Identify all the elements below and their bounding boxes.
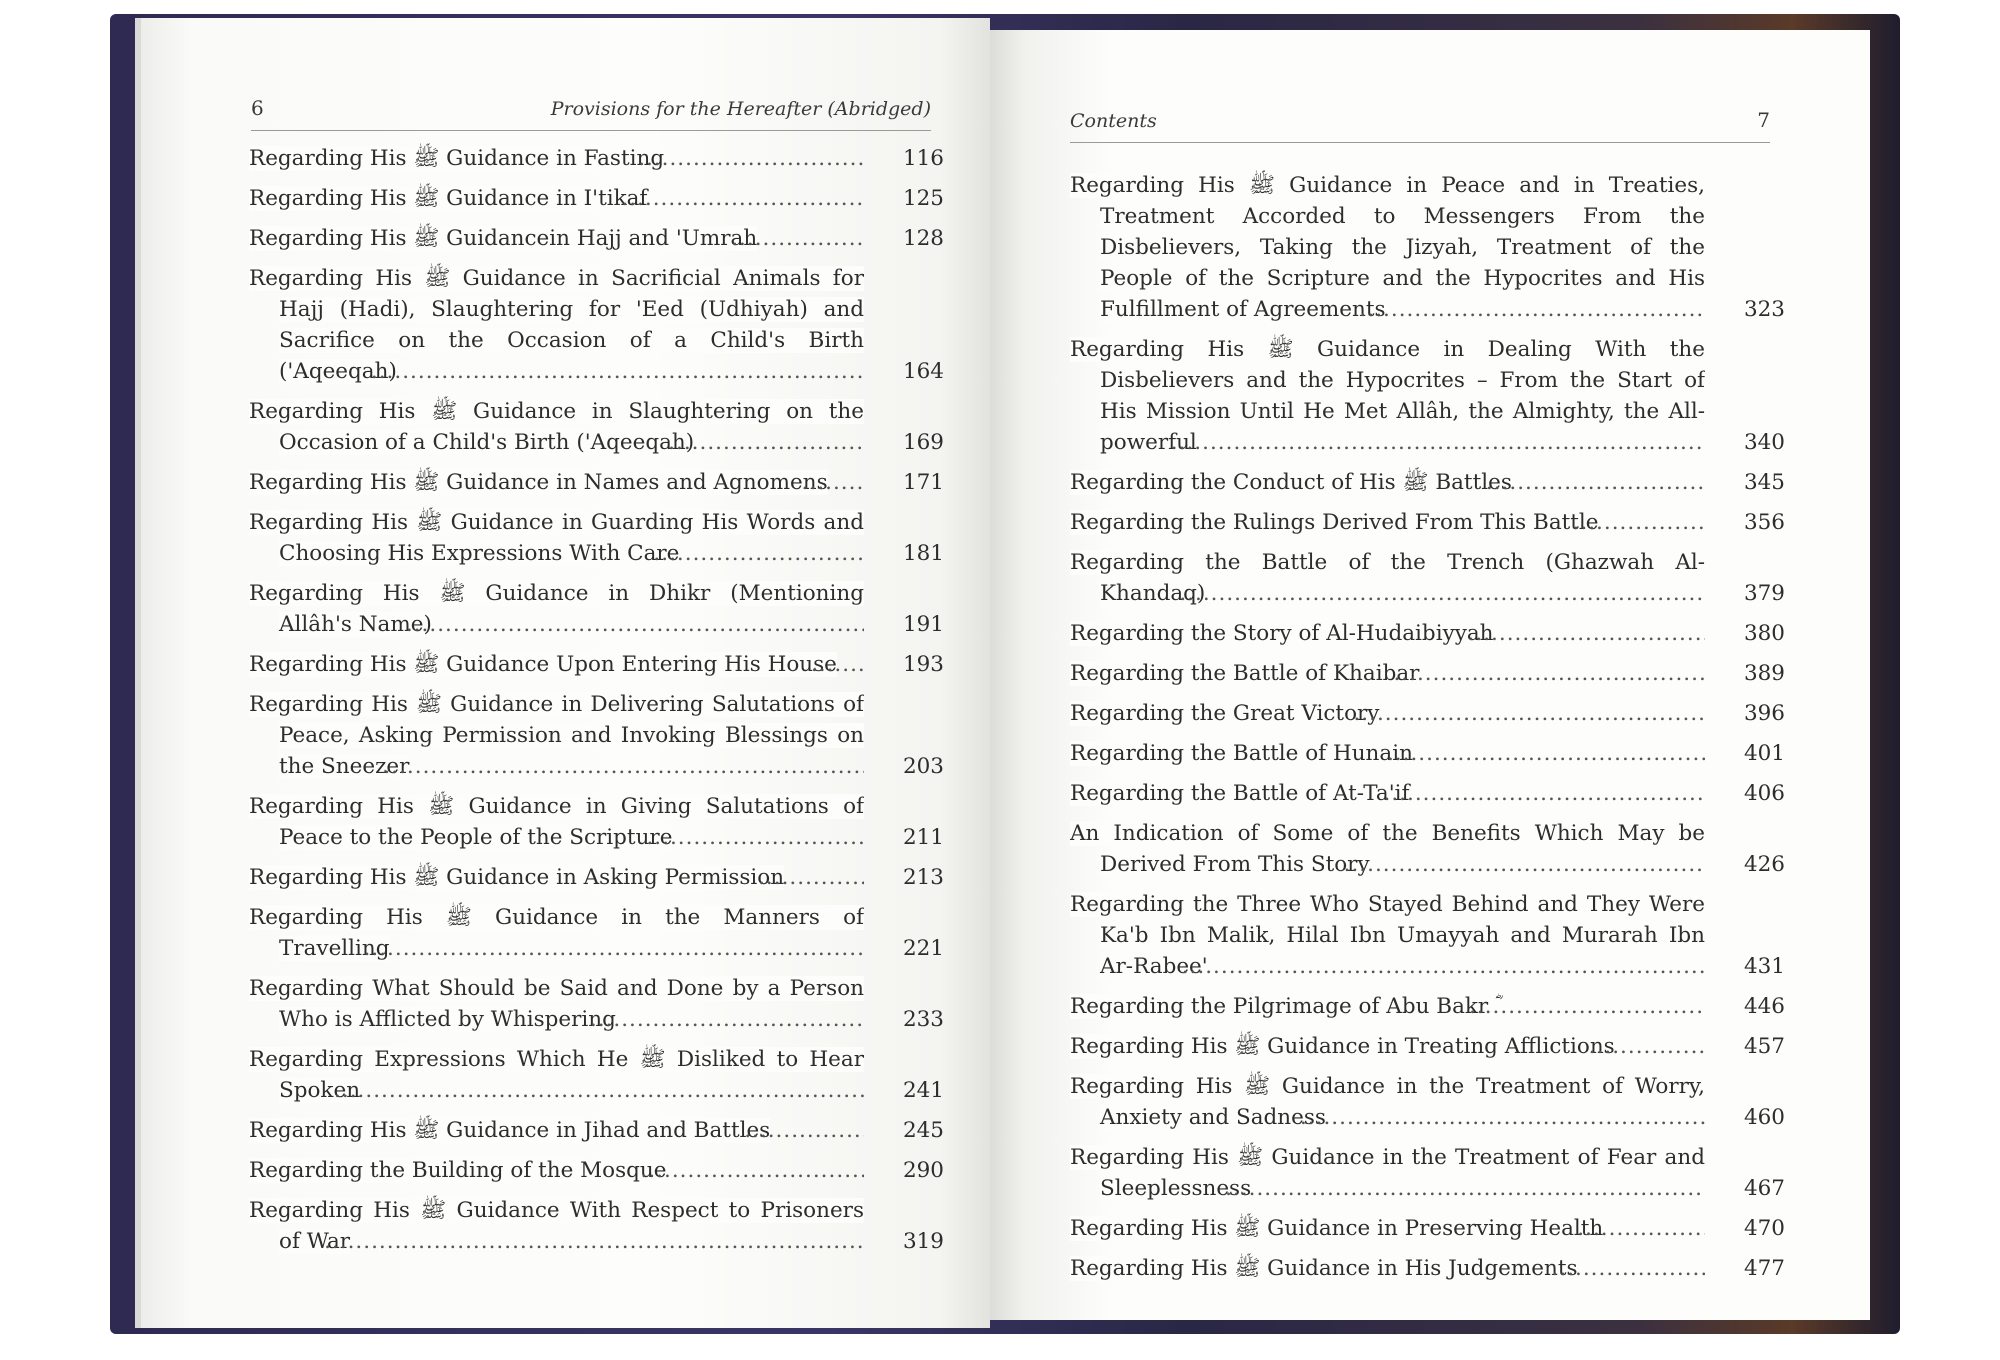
toc-entry-page: 345 [1743, 470, 1785, 495]
toc-entry [249, 578, 944, 640]
toc-entry [1070, 818, 1785, 880]
toc-entry-title [1070, 1213, 1705, 1244]
toc-entry-page: 213 [902, 865, 944, 890]
toc-entry-page: 340 [1743, 430, 1785, 455]
toc-entry-label: Regarding His ﷺ Guidance in the Treatment of Fear and Sleeplessness [1070, 1145, 1705, 1201]
toc-entry-page: 203 [902, 754, 944, 779]
toc-entry-label: Regarding His ﷺ Guidance Upon Entering His House [249, 652, 837, 677]
toc-entry-title [1070, 507, 1705, 538]
toc-entry [1070, 658, 1785, 689]
toc-entry [249, 791, 944, 853]
right-page-number: 7 [1757, 108, 1770, 132]
toc-entry-page: 426 [1743, 852, 1785, 877]
toc-entry-title [1070, 618, 1705, 649]
toc-entry [1070, 738, 1785, 769]
toc-entry [249, 1155, 944, 1186]
toc-entry-title [1070, 778, 1705, 809]
toc-entry [1070, 547, 1785, 609]
toc-entry-label: Regarding the Story of Al-Hudaibiyyah [1070, 621, 1494, 646]
toc-entry-label: Regarding the Great Victory [1070, 701, 1380, 726]
toc-entry-label: Regarding the Building of the Mosque [249, 1158, 667, 1183]
toc-entry-label: Regarding His ﷺ Guidance With Respect to Prisoners of War [249, 1198, 864, 1254]
toc-entry [249, 689, 944, 782]
toc-entry-page: 221 [902, 936, 944, 961]
toc-entry [1070, 618, 1785, 649]
toc-entry-label: Regarding the Conduct of His ﷺ Battles [1070, 470, 1512, 495]
toc-entry-label: Regarding the Battle of Khaibar [1070, 661, 1420, 686]
toc-entry-title [249, 396, 864, 458]
toc-entry-label: Regarding His ﷺ Guidance in I'tikaf [249, 186, 648, 211]
toc-entry-title [1070, 889, 1705, 982]
toc-entry-title [1070, 547, 1705, 609]
toc-entry-label: Regarding His ﷺ Guidance in Jihad and Battles [249, 1118, 771, 1143]
toc-entry-title [249, 862, 864, 893]
toc-entry-label: Regarding His ﷺ Guidance in Slaughtering on the Occasion of a Child's Birth ('Aqeeqah) [249, 399, 864, 455]
toc-entry-label: Regarding What Should be Said and Done by a Person Who is Afflicted by Whispering [249, 976, 864, 1032]
toc-entry-label: Regarding His ﷺ Guidance in His Judgements [1070, 1256, 1578, 1281]
toc-entry-title [1070, 698, 1705, 729]
toc-entry-title [249, 1115, 864, 1146]
toc-entry-title [1070, 467, 1705, 498]
toc-entry [249, 183, 944, 214]
toc-entry-label: Regarding His ﷺ Guidance in Delivering Salutations of Peace, Asking Permission and Invoking Blessings on the Sneezer [249, 692, 864, 779]
toc-entry-label: Regarding the Three Who Stayed Behind and They Were Ka'b Ibn Malik, Hilal Ibn Umayyah and Murarah Ibn Ar-Rabee' [1070, 892, 1705, 979]
toc-entry [1070, 889, 1785, 982]
toc-entry-title [249, 1155, 864, 1186]
toc-entry-page: 245 [902, 1118, 944, 1143]
toc-entry-title [1070, 1071, 1705, 1133]
toc-entry-page: 191 [902, 612, 944, 637]
toc-entry-label: Regarding the Pilgrimage of Abu Bakr ؓ [1070, 994, 1496, 1019]
toc-entry-page: 396 [1743, 701, 1785, 726]
toc-entry-label: Regarding His ﷺ Guidance in Names and Agnomens [249, 470, 828, 495]
toc-entry-page: 389 [1743, 661, 1785, 686]
toc-entry-page: 457 [1743, 1034, 1785, 1059]
toc-entry-title [1070, 738, 1705, 769]
toc-entry-page: 164 [902, 359, 944, 384]
toc-entry-page: 406 [1743, 781, 1785, 806]
toc-entry [1070, 1071, 1785, 1133]
toc-entry-page: 319 [902, 1229, 944, 1254]
toc-entry-page: 290 [902, 1158, 944, 1183]
toc-entry-label: Regarding Expressions Which He ﷺ Disliked to Hear Spoken [249, 1047, 864, 1103]
toc-entry-label: Regarding His ﷺ Guidance in Treating Afflictions [1070, 1034, 1615, 1059]
toc-entry-title [1070, 818, 1705, 880]
toc-entry-title [1070, 1031, 1705, 1062]
toc-entry [1070, 1213, 1785, 1244]
toc-entry-title [249, 649, 864, 680]
toc-entry [1070, 334, 1785, 458]
toc-entry [249, 467, 944, 498]
toc-entry-title [1070, 1253, 1705, 1284]
toc-entry [1070, 778, 1785, 809]
toc-entry-title [249, 507, 864, 569]
toc-entry [249, 649, 944, 680]
toc-entry-title [249, 578, 864, 640]
right-page [990, 30, 1870, 1320]
toc-entry-label: Regarding His ﷺ Guidance in Dhikr (Mentioning Allâh's Name) [249, 581, 864, 637]
toc-entry [1070, 1253, 1785, 1284]
toc-entry [249, 223, 944, 254]
toc-entry-title [249, 183, 864, 214]
toc-entry-title [249, 1044, 864, 1106]
toc-entry-label: An Indication of Some of the Benefits Which May be Derived From This Story [1070, 821, 1705, 877]
toc-entry [249, 862, 944, 893]
toc-entry [249, 1115, 944, 1146]
toc-entry-title [249, 263, 864, 387]
toc-entry-page: 181 [902, 541, 944, 566]
toc-entry-page: 446 [1743, 994, 1785, 1019]
toc-entry-label: Regarding His ﷺ Guidancein Hajj and 'Umrah [249, 226, 758, 251]
toc-entry-label: Regarding His ﷺ Guidance in Giving Salutations of Peace to the People of the Scripture [249, 794, 864, 850]
toc-entry-title [1070, 170, 1705, 325]
toc-entry-title [249, 791, 864, 853]
toc-entry [249, 143, 944, 174]
toc-entry-title [249, 467, 864, 498]
toc-entry [249, 507, 944, 569]
toc-entry [1070, 507, 1785, 538]
left-page-number: 6 [251, 96, 264, 120]
toc-entry [1070, 170, 1785, 325]
toc-entry [249, 902, 944, 964]
toc-entry [1070, 467, 1785, 498]
toc-entry-title [1070, 1142, 1705, 1204]
toc-entry-page: 379 [1743, 581, 1785, 606]
toc-entry-title [249, 973, 864, 1035]
toc-entry-title [249, 1195, 864, 1257]
left-page [135, 18, 990, 1328]
toc-entry-title [1070, 658, 1705, 689]
toc-entry-label: Regarding the Battle of the Trench (Ghazwah Al-Khandaq) [1070, 550, 1705, 606]
toc-entry [249, 1195, 944, 1257]
left-running-title: Provisions for the Hereafter (Abridged) [550, 98, 931, 120]
left-toc-list [249, 143, 944, 1266]
toc-entry-label: Regarding His ﷺ Guidance in Guarding His Words and Choosing His Expressions With Care [249, 510, 864, 566]
toc-entry-page: 380 [1743, 621, 1785, 646]
toc-entry-page: 241 [902, 1078, 944, 1103]
toc-entry [249, 263, 944, 387]
toc-entry-page: 401 [1743, 741, 1785, 766]
toc-entry-label: Regarding His ﷺ Guidance in Sacrificial Animals for Hajj (Hadi), Slaughtering for 'Eed (Udhiyah) and Sacrifice on the Occasion of a Child's Birth ('Aqeeqah) [249, 266, 864, 384]
toc-entry-page: 460 [1743, 1105, 1785, 1130]
toc-entry-page: 125 [902, 186, 944, 211]
toc-entry-label: Regarding His ﷺ Guidance in Asking Permission [249, 865, 785, 890]
right-running-title: Contents [1070, 110, 1157, 132]
left-page-header [251, 96, 931, 131]
toc-entry-page: 128 [902, 226, 944, 251]
toc-entry-label: Regarding His ﷺ Guidance in Fasting [249, 146, 665, 171]
toc-entry [1070, 1031, 1785, 1062]
toc-entry-label: Regarding His ﷺ Guidance in Dealing With the Disbelievers and the Hypocrites – From the Start of His Mission Until He Met Allâh, the Almighty, the All-powerful [1070, 337, 1705, 455]
toc-entry-label: Regarding His ﷺ Guidance in Preserving Health [1070, 1216, 1604, 1241]
toc-entry-label: Regarding His ﷺ Guidance in the Manners of Travelling [249, 905, 864, 961]
toc-entry-page: 233 [902, 1007, 944, 1032]
toc-entry-page: 171 [902, 470, 944, 495]
toc-entry [1070, 698, 1785, 729]
toc-entry-label: Regarding His ﷺ Guidance in Peace and in Treaties, Treatment Accorded to Messengers From the Disbelievers, Taking the Jizyah, Treatment of the People of the Scripture and the Hypocrites and His Fulfillment of Agreements [1070, 173, 1705, 322]
toc-entry-page: 169 [902, 430, 944, 455]
toc-entry-page: 211 [902, 825, 944, 850]
toc-entry-page: 431 [1743, 954, 1785, 979]
toc-entry [1070, 1142, 1785, 1204]
toc-entry-title [1070, 334, 1705, 458]
toc-entry [1070, 991, 1785, 1022]
toc-entry-page: 477 [1743, 1256, 1785, 1281]
toc-entry-page: 356 [1743, 510, 1785, 535]
toc-entry-page: 193 [902, 652, 944, 677]
toc-entry [249, 973, 944, 1035]
toc-entry-page: 470 [1743, 1216, 1785, 1241]
toc-entry-title [249, 223, 864, 254]
toc-entry-title [249, 143, 864, 174]
toc-entry-title [249, 902, 864, 964]
toc-entry-title [249, 689, 864, 782]
right-toc-list [1070, 170, 1785, 1293]
toc-entry-page: 323 [1743, 297, 1785, 322]
toc-entry-title [1070, 991, 1705, 1022]
right-page-header [1070, 108, 1770, 143]
toc-entry-label: Regarding the Battle of At-Ta'if [1070, 781, 1410, 806]
toc-entry-page: 467 [1743, 1176, 1785, 1201]
toc-entry-label: Regarding the Rulings Derived From This Battle [1070, 510, 1599, 535]
toc-entry-label: Regarding His ﷺ Guidance in the Treatment of Worry, Anxiety and Sadness [1070, 1074, 1705, 1130]
toc-entry-label: Regarding the Battle of Hunain [1070, 741, 1413, 766]
toc-entry [249, 396, 944, 458]
toc-entry-page: 116 [902, 146, 944, 171]
toc-entry [249, 1044, 944, 1106]
